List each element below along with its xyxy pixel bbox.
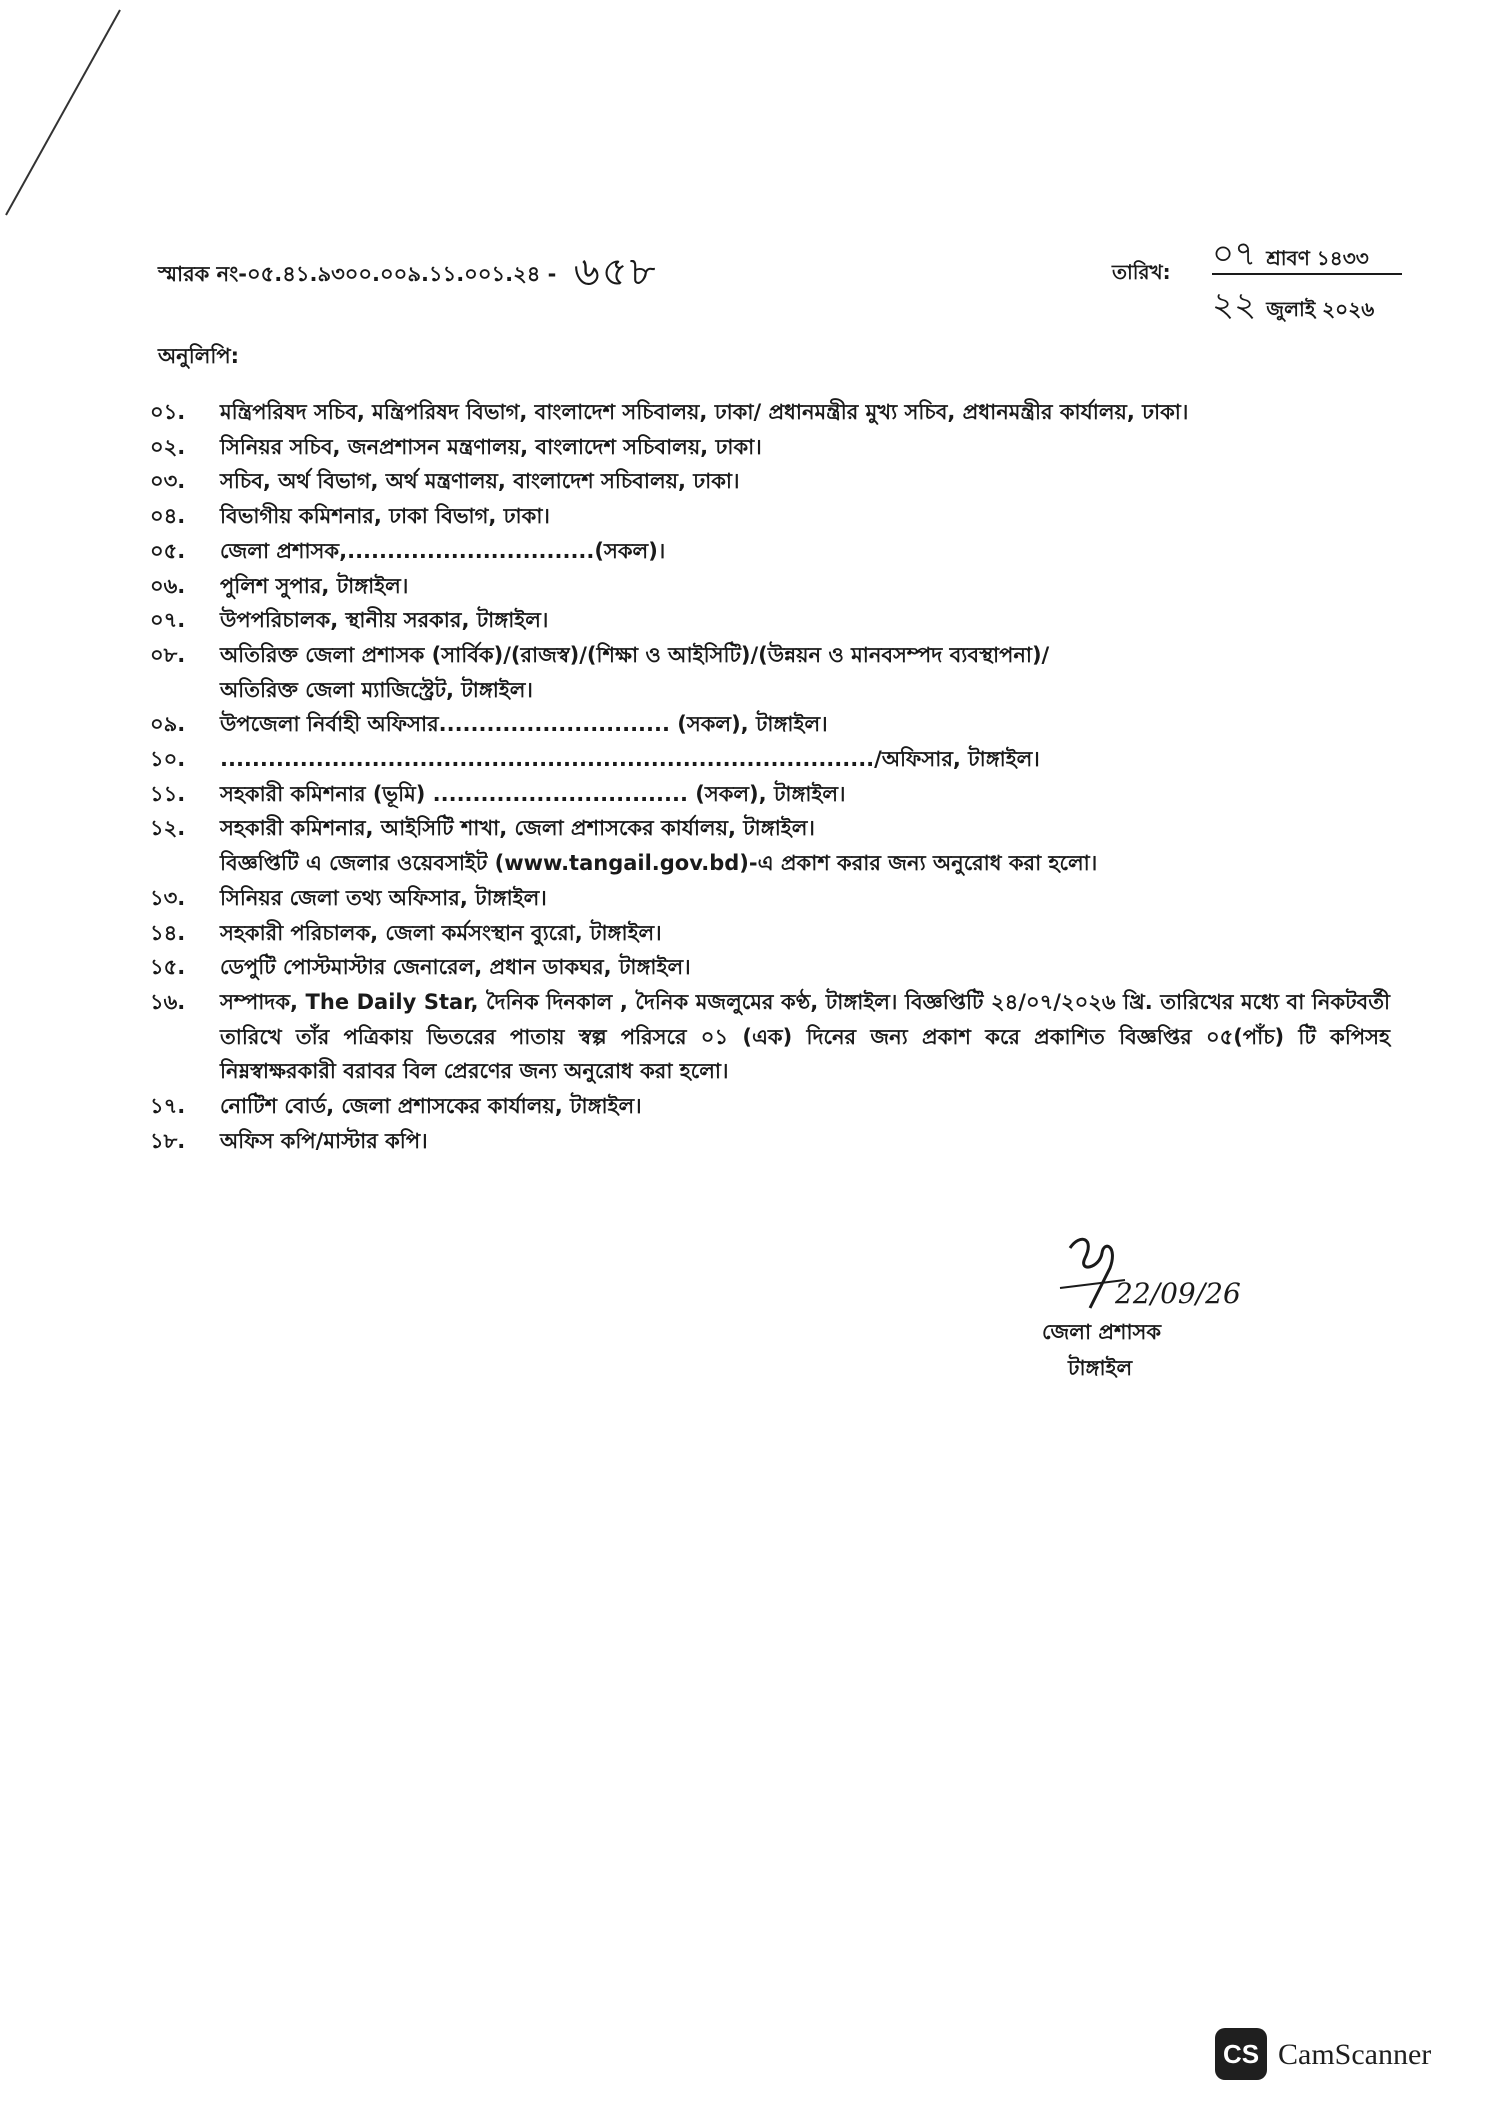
item-number: ১০. <box>150 747 186 772</box>
item-line: অতিরিক্ত জেলা প্রশাসক (সার্বিক)/(রাজস্ব)/(শিক্ষা ও আইসিটি)/(উন্নয়ন ও মানবসম্পদ ব্যবস্থাপনা)/ <box>220 642 1050 667</box>
bangla-day-handwritten: ০৭ <box>1212 234 1257 274</box>
item-number: ০৩. <box>150 469 186 494</box>
signature-date-handwritten: 22/09/26 <box>1115 1277 1241 1310</box>
list-item <box>150 499 1390 534</box>
copy-heading: অনুলিপি: <box>158 344 240 368</box>
item-number: ১৩. <box>150 885 186 910</box>
item-number: ০২. <box>150 434 186 459</box>
list-item <box>150 464 1390 499</box>
list-item <box>150 811 1390 880</box>
list-item <box>150 1124 1390 1159</box>
item-number: ০১. <box>150 400 186 424</box>
item-text: সচিব, অর্থ বিভাগ, অর্থ মন্ত্রণালয়, বাংলাদেশ সচিবালয়, ঢাকা। <box>220 469 740 494</box>
item-text: সহকারী কমিশনার (ভূমি) ................................ (সকল), টাঙ্গাইল। <box>220 781 846 806</box>
list-item <box>150 985 1390 1089</box>
list-item <box>150 603 1390 638</box>
item-text: উপজেলা নির্বাহী অফিসার............................. (সকল), টাঙ্গাইল। <box>220 712 828 737</box>
item-text <box>220 811 1390 880</box>
item-text: ডেপুটি পোস্টমাস্টার জেনারেল, প্রধান ডাকঘর, টাঙ্গাইল। <box>220 955 691 980</box>
list-item <box>150 916 1390 951</box>
signature-image <box>1040 1228 1280 1318</box>
camscanner-watermark: CamScanner <box>1278 2038 1432 2071</box>
item-number: ১১. <box>150 781 186 806</box>
memo-serial-handwritten: ৬৫৮ <box>573 249 658 295</box>
item-text: অফিস কপি/মাস্টার কপি। <box>220 1128 428 1153</box>
list-item <box>150 707 1390 742</box>
distribution-list <box>150 395 1390 1158</box>
list-item <box>150 742 1390 777</box>
list-item <box>150 1089 1390 1124</box>
list-item <box>150 534 1390 569</box>
item-number: ১৬. <box>150 989 186 1014</box>
item-number: ১৫. <box>150 955 186 980</box>
item-text: জেলা প্রশাসক,...............................(সকল)। <box>220 538 666 563</box>
signature-block <box>1040 1228 1280 1388</box>
item-number: ০৪. <box>150 504 186 529</box>
item-number: ১৪. <box>150 920 186 945</box>
bangla-month-year: শ্রাবণ ১৪৩৩ <box>1266 246 1369 270</box>
english-month-year: জুলাই ২০২৬ <box>1266 297 1375 321</box>
item-number: ০৭. <box>150 608 186 633</box>
camscanner-logo-icon: CS <box>1215 2028 1267 2080</box>
item-text: পুলিশ সুপার, টাঙ্গাইল। <box>220 573 409 598</box>
item-text: নোটিশ বোর্ড, জেলা প্রশাসকের কার্যালয়, টাঙ্গাইল। <box>220 1094 642 1119</box>
item-line: সহকারী কমিশনার, আইসিটি শাখা, জেলা প্রশাসকের কার্যালয়, টাঙ্গাইল। <box>220 816 815 841</box>
item-text: সিনিয়র জেলা তথ্য অফিসার, টাঙ্গাইল। <box>220 885 547 910</box>
item-line: অতিরিক্ত জেলা ম্যাজিস্ট্রেট, টাঙ্গাইল। <box>220 677 533 702</box>
item-number: ১২. <box>150 816 186 841</box>
list-item <box>150 430 1390 465</box>
date-label: তারিখ: <box>1112 260 1171 284</box>
item-text: সম্পাদক, The Daily Star, দৈনিক দিনকাল , দৈনিক মজলুমের কণ্ঠ, টাঙ্গাইল। বিজ্ঞপ্তিটি ২৪/০৭/২০২৬ খ্রি. তারিখের মধ্যে বা নিকটবর্তী তারিখে তাঁর পত্রিকায় ভিতরের পাতায় স্বল্প পরিসরে ০১ (এক) দিনের জন্য প্রকাশ করে প্রকাশিত বিজ্ঞপ্তির ০৫(পাঁচ) টি কপিসহ নিম্নস্বাক্ষরকারী বরাবর বিল প্রেরণের জন্য অনুরোধ করা হলো। <box>220 989 1390 1084</box>
memo-number: স্মারক নং-০৫.৪১.৯৩০০.০০৯.১১.০০১.২৪ - <box>158 262 557 286</box>
item-number: ০৯. <box>150 712 186 737</box>
english-date <box>1212 273 1402 336</box>
list-item <box>150 950 1390 985</box>
item-number: ০৮. <box>150 642 186 667</box>
memo-reference <box>158 236 658 303</box>
item-text: সিনিয়র সচিব, জনপ্রশাসন মন্ত্রণালয়, বাংলাদেশ সচিবালয়, ঢাকা। <box>220 434 762 459</box>
item-number: ০৫. <box>150 538 186 563</box>
scan-edge-mark <box>0 0 140 240</box>
list-item <box>150 881 1390 916</box>
list-item <box>150 638 1390 707</box>
item-text: উপপরিচালক, স্থানীয় সরকার, টাঙ্গাইল। <box>220 608 549 633</box>
list-item <box>150 395 1390 430</box>
signatory-place: টাঙ্গাইল <box>1068 1356 1133 1380</box>
item-number: ১৮. <box>150 1128 186 1153</box>
item-line: বিজ্ঞপ্তিটি এ জেলার ওয়েবসাইট (www.tangail.gov.bd)-এ প্রকাশ করার জন্য অনুরোধ করা হলো। <box>220 851 1098 876</box>
signatory-designation: জেলা প্রশাসক <box>1042 1320 1162 1344</box>
item-text: ................................................................................../অফিসার, টাঙ্গাইল। <box>220 747 1040 772</box>
list-item <box>150 569 1390 604</box>
item-text <box>220 638 1390 707</box>
item-text: বিভাগীয় কমিশনার, ঢাকা বিভাগ, ঢাকা। <box>220 504 550 529</box>
english-day-handwritten: ২২ <box>1212 285 1257 325</box>
item-number: ১৭. <box>150 1094 186 1119</box>
item-number: ০৬. <box>150 573 186 598</box>
item-text: মন্ত্রিপরিষদ সচিব, মন্ত্রিপরিষদ বিভাগ, বাংলাদেশ সচিবালয়, ঢাকা/ প্রধানমন্ত্রীর মুখ্য সচিব, প্রধানমন্ত্রীর কার্যালয়, ঢাকা। <box>220 400 1189 424</box>
list-item <box>150 777 1390 812</box>
item-text: সহকারী পরিচালক, জেলা কর্মসংস্থান ব্যুরো, টাঙ্গাইল। <box>220 920 662 945</box>
